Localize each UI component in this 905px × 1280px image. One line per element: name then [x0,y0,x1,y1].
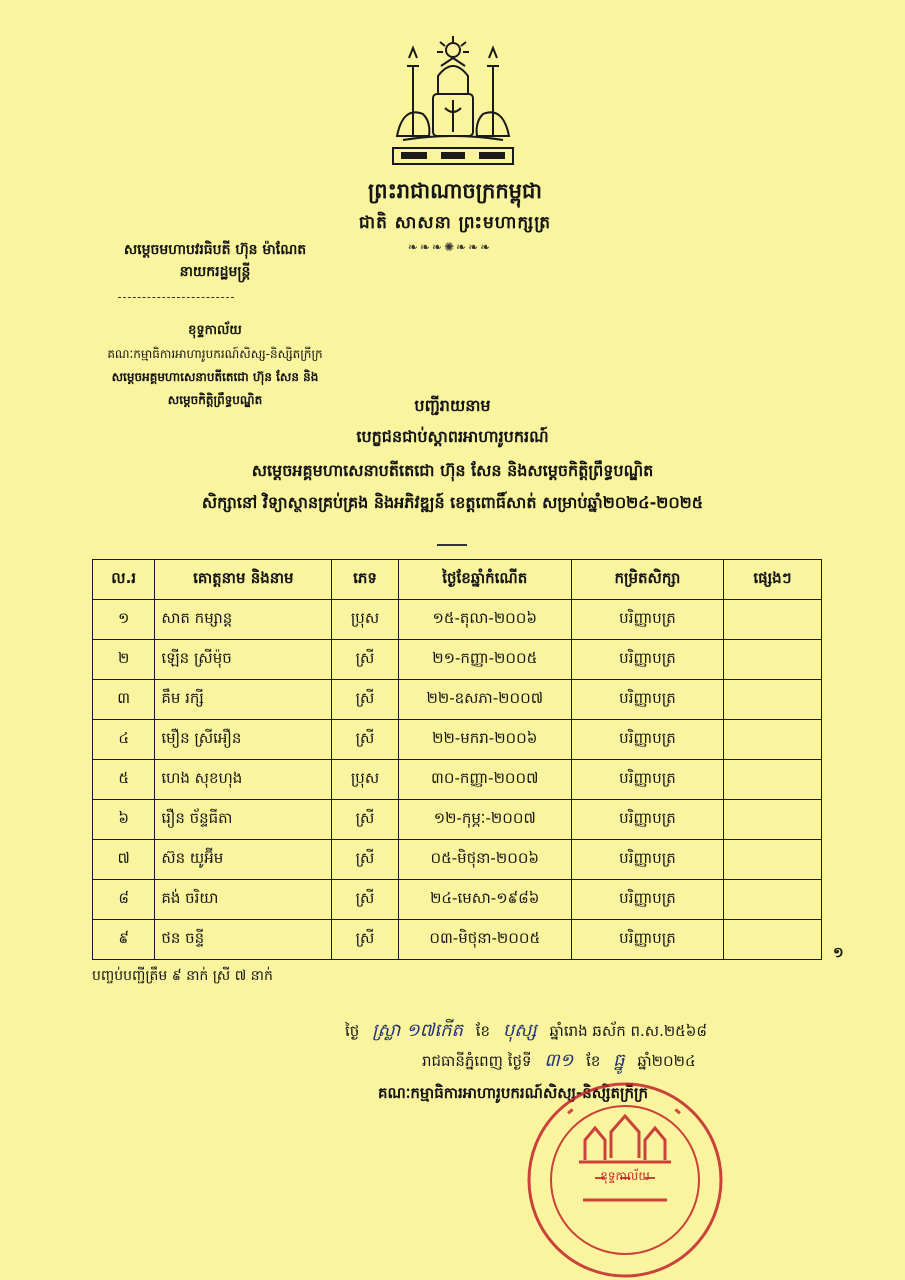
cell-sex: ប្រុស [332,760,398,800]
cell-dob: ៣០-កញ្ញា-២០០៧ [398,760,571,800]
header-other: ផ្សេងៗ [724,560,822,600]
cabinet-office: ខុទ្ទកាល័យ [188,323,242,338]
cell-dob: ០៥-មិថុនា-២០០៦ [398,840,571,880]
title-divider [437,544,467,546]
solar-year: ឆ្នាំ២០២៤ [637,1052,696,1070]
header-sex: ភេទ [332,560,398,600]
cell-other [724,600,822,640]
decorative-ornament: ❧❧❧✺❧❧❧ [407,240,493,254]
header-dob: ថ្ងៃខែឆ្នាំកំណើត [398,560,571,600]
cell-level: បរិញ្ញាបត្រ [571,640,723,680]
cell-dob: ២១-កញ្ញា-២០០៥ [398,640,571,680]
handwritten-month: ធ្នូ [613,1050,625,1071]
place-day-label: រាជធានីភ្នំពេញ ថ្ងៃទី [422,1052,532,1070]
cell-other [724,920,822,960]
solar-date-line [422,1048,696,1075]
cell-other [724,680,822,720]
cell-level: បរិញ្ញាបត្រ [571,680,723,720]
summary-note: បញ្ចប់បញ្ជីត្រឹម ៩ នាក់ ស្រី ៧ នាក់ [92,968,273,984]
month-label: ខែ [475,1022,491,1040]
cell-dob: ០៣-មិថុនា-២០០៥ [398,920,571,960]
cell-other [724,640,822,680]
cell-dob: ១២-កុម្ភៈ-២០០៧ [398,800,571,840]
cell-no: ៤ [93,720,155,760]
lunar-year: ឆ្នាំរោង ឆស័ក ព.ស.២៥៦៨ [549,1022,708,1040]
table-row [93,920,822,960]
cell-name: គឹម រក្សី [155,680,332,720]
document-subtitle-1: បេក្ខជនជាប់ស្តាពរអាហារូបករណ៍ [356,427,549,446]
cell-other [724,720,822,760]
cell-no: ៨ [93,880,155,920]
cell-level: បរិញ្ញាបត្រ [571,720,723,760]
header-level: កម្រិតសិក្សា [571,560,723,600]
cell-level: បរិញ្ញាបត្រ [571,920,723,960]
cell-sex: ស្រី [332,920,398,960]
cell-level: បរិញ្ញាបត្រ [571,840,723,880]
cell-level: បរិញ្ញាបត្រ [571,600,723,640]
cell-no: ២ [93,640,155,680]
document-subtitle-2: សម្តេចអគ្គមហាសេនាបតីតេជោ ហ៊ុន សែន និងសម្តេចកិត្តិព្រឹទ្ធបណ្ឌិត [251,461,654,480]
royal-coat-of-arms-emblem [383,36,523,176]
document-subtitle-3: សិក្សានៅ វិទ្យាស្ថានគ្រប់គ្រង និងអភិវឌ្ឍន៍ ខេត្តពោធិ៍សាត់ សម្រាប់ឆ្នាំ២០២៤-២០២៥ [201,493,704,512]
cell-name: គង់ ចរិយា [155,880,332,920]
cell-other [724,880,822,920]
cell-name: មឿន ស្រីអឿន [155,720,332,760]
cell-sex: ស្រី [332,800,398,840]
cell-other [724,800,822,840]
cell-name: សាត កម្សាន្ត [155,600,332,640]
cell-level: បរិញ្ញាបត្រ [571,800,723,840]
cell-name: រឿន ច័ន្ទធីតា [155,800,332,840]
header-name: គោត្តនាម និងនាម [155,560,332,600]
table-row [93,760,822,800]
table-row [93,880,822,920]
cell-no: ៦ [93,800,155,840]
handwritten-lunar-month: បុស្ស [502,1020,537,1041]
cell-sex: ស្រី [332,680,398,720]
cell-name: ឡើន ស្រីម៉ុច [155,640,332,680]
signatory-committee: គណៈកម្មាធិការអាហារូបករណ៍សិស្ស-និស្សិតក្រីក្រ [378,1084,649,1102]
day-label: ថ្ងៃ [345,1022,360,1040]
cell-no: ៥ [93,760,155,800]
table-row [93,640,822,680]
cell-dob: ២៤-មេសា-១៩៨៦ [398,880,571,920]
sender-name: សម្តេចមហាបវរធិបតី ហ៊ុន ម៉ាណែត [123,242,307,258]
cell-no: ១ [93,600,155,640]
document-title: បញ្ជីរាយនាម [414,396,491,415]
cell-sex: ស្រី [332,640,398,680]
candidate-table [92,559,822,960]
cell-dob: ១៥-តុលា-២០០៦ [398,600,571,640]
cell-dob: ២២-មករា-២០០៦ [398,720,571,760]
cell-sex: ស្រី [332,840,398,880]
committee-line-1: គណៈកម្មាធិការអាហារូបករណ៍សិស្ស-និស្សិតក្រីក្រ [107,347,323,361]
handwritten-lunar-day: ស្រ្លា ១៧កើត [372,1020,463,1041]
committee-line-3: សម្តេចកិត្តិព្រឹទ្ធបណ្ឌិត [167,393,263,407]
kingdom-name: ព្រះរាជាណាចក្រកម្ពុជា [367,179,542,203]
cell-sex: ស្រី [332,880,398,920]
header-no: ល.រ [93,560,155,600]
cell-name: ស៊ន យូអ៊ីម [155,840,332,880]
table-row [93,800,822,840]
cell-dob: ២២-ឧសភា-២០០៧ [398,680,571,720]
committee-line-2: សម្តេចអគ្គមហាសេនាបតីតេជោ ហ៊ុន សែន និង [111,370,319,384]
lunar-date-line [345,1018,707,1045]
cell-sex: ស្រី [332,720,398,760]
cell-no: ៧ [93,840,155,880]
handwritten-day: ៣១ [544,1050,574,1071]
cell-level: បរិញ្ញាបត្រ [571,880,723,920]
table-header-row [93,560,822,600]
table-row [93,720,822,760]
divider [118,297,234,298]
table-row [93,840,822,880]
cell-name: ថន ចន្ទី [155,920,332,960]
cell-no: ៩ [93,920,155,960]
cell-name: ហេង សុខហុង [155,760,332,800]
national-motto: ជាតិ សាសនា ព្រះមហាក្សត្រ [358,213,552,233]
sender-title: នាយករដ្ឋមន្ត្រី [179,264,251,280]
cell-no: ៣ [93,680,155,720]
table-row [93,600,822,640]
seal-center-text: ខុទ្ទកាល័យ [600,1169,650,1183]
month-label: ខែ [586,1052,601,1070]
cell-other [724,760,822,800]
cell-other [724,840,822,880]
cell-level: បរិញ្ញាបត្រ [571,760,723,800]
cell-sex: ប្រុស [332,600,398,640]
table-row [93,680,822,720]
page-number: ១ [833,945,844,961]
